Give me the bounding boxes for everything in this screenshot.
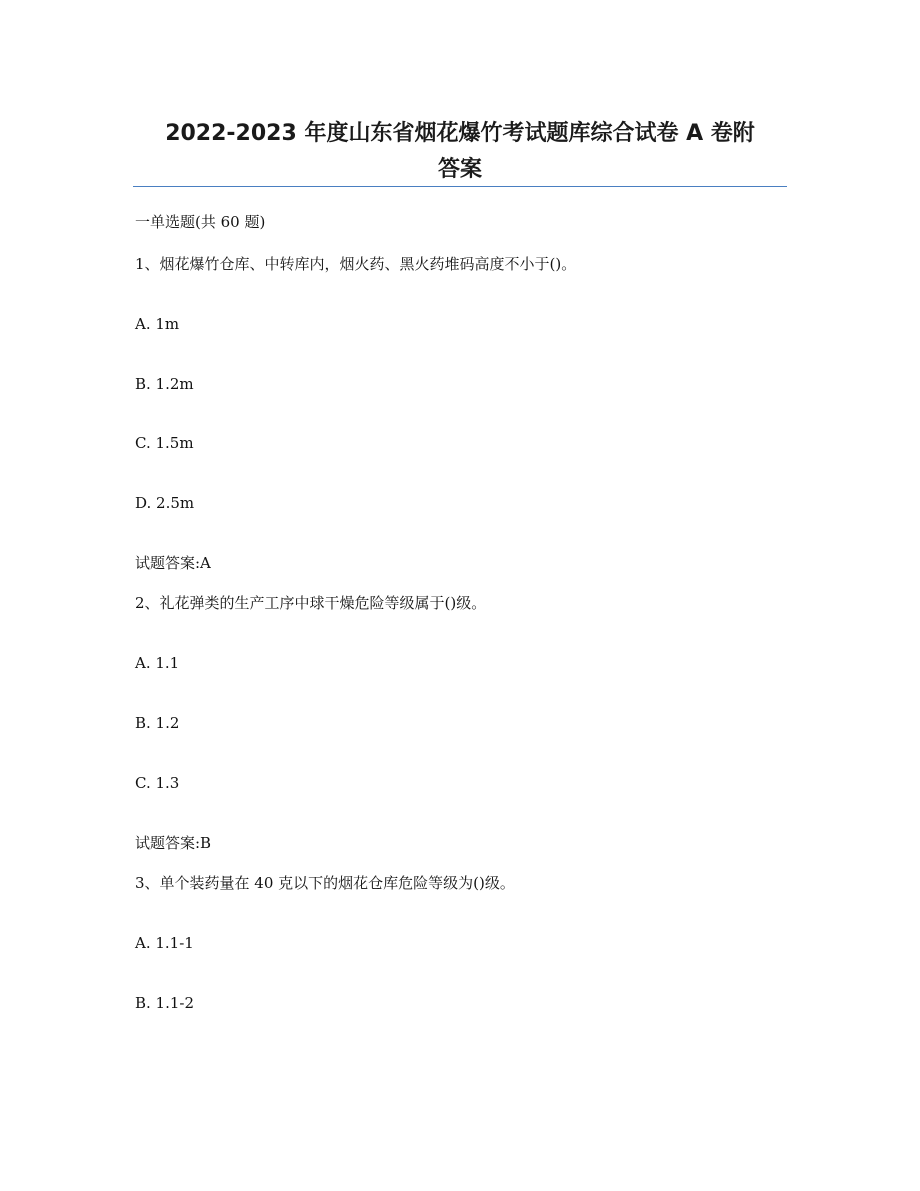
question-1-option-b: B. 1.2m <box>135 375 194 393</box>
question-1-answer: 试题答案:A <box>135 554 211 572</box>
question-2-option-a: A. 1.1 <box>135 654 180 672</box>
title-divider <box>133 186 787 187</box>
question-2-answer: 试题答案:B <box>135 834 212 852</box>
question-1-option-c: C. 1.5m <box>135 434 194 452</box>
question-1-option-a: A. 1m <box>135 315 180 333</box>
section-heading: 一单选题(共 60 题) <box>135 213 266 231</box>
question-2-option-b: B. 1.2 <box>135 714 180 732</box>
question-2-option-c: C. 1.3 <box>135 774 180 792</box>
question-1-option-d: D. 2.5m <box>135 494 195 512</box>
question-3-option-a: A. 1.1-1 <box>135 934 194 952</box>
question-3-text: 3、单个装药量在 40 克以下的烟花仓库危险等级为()级。 <box>135 874 515 892</box>
document-title-line-2: 答案 <box>437 157 482 182</box>
question-1-text: 1、烟花爆竹仓库、中转库内，烟火药、黑火药堆码高度不小于()。 <box>135 255 577 273</box>
question-2-text: 2、礼花弹类的生产工序中球干燥危险等级属于()级。 <box>135 594 487 612</box>
question-3-option-b: B. 1.1-2 <box>135 994 195 1012</box>
document-title-line-1: 2022-2023 年度山东省烟花爆竹考试题库综合试卷 A 卷附 <box>165 121 755 146</box>
